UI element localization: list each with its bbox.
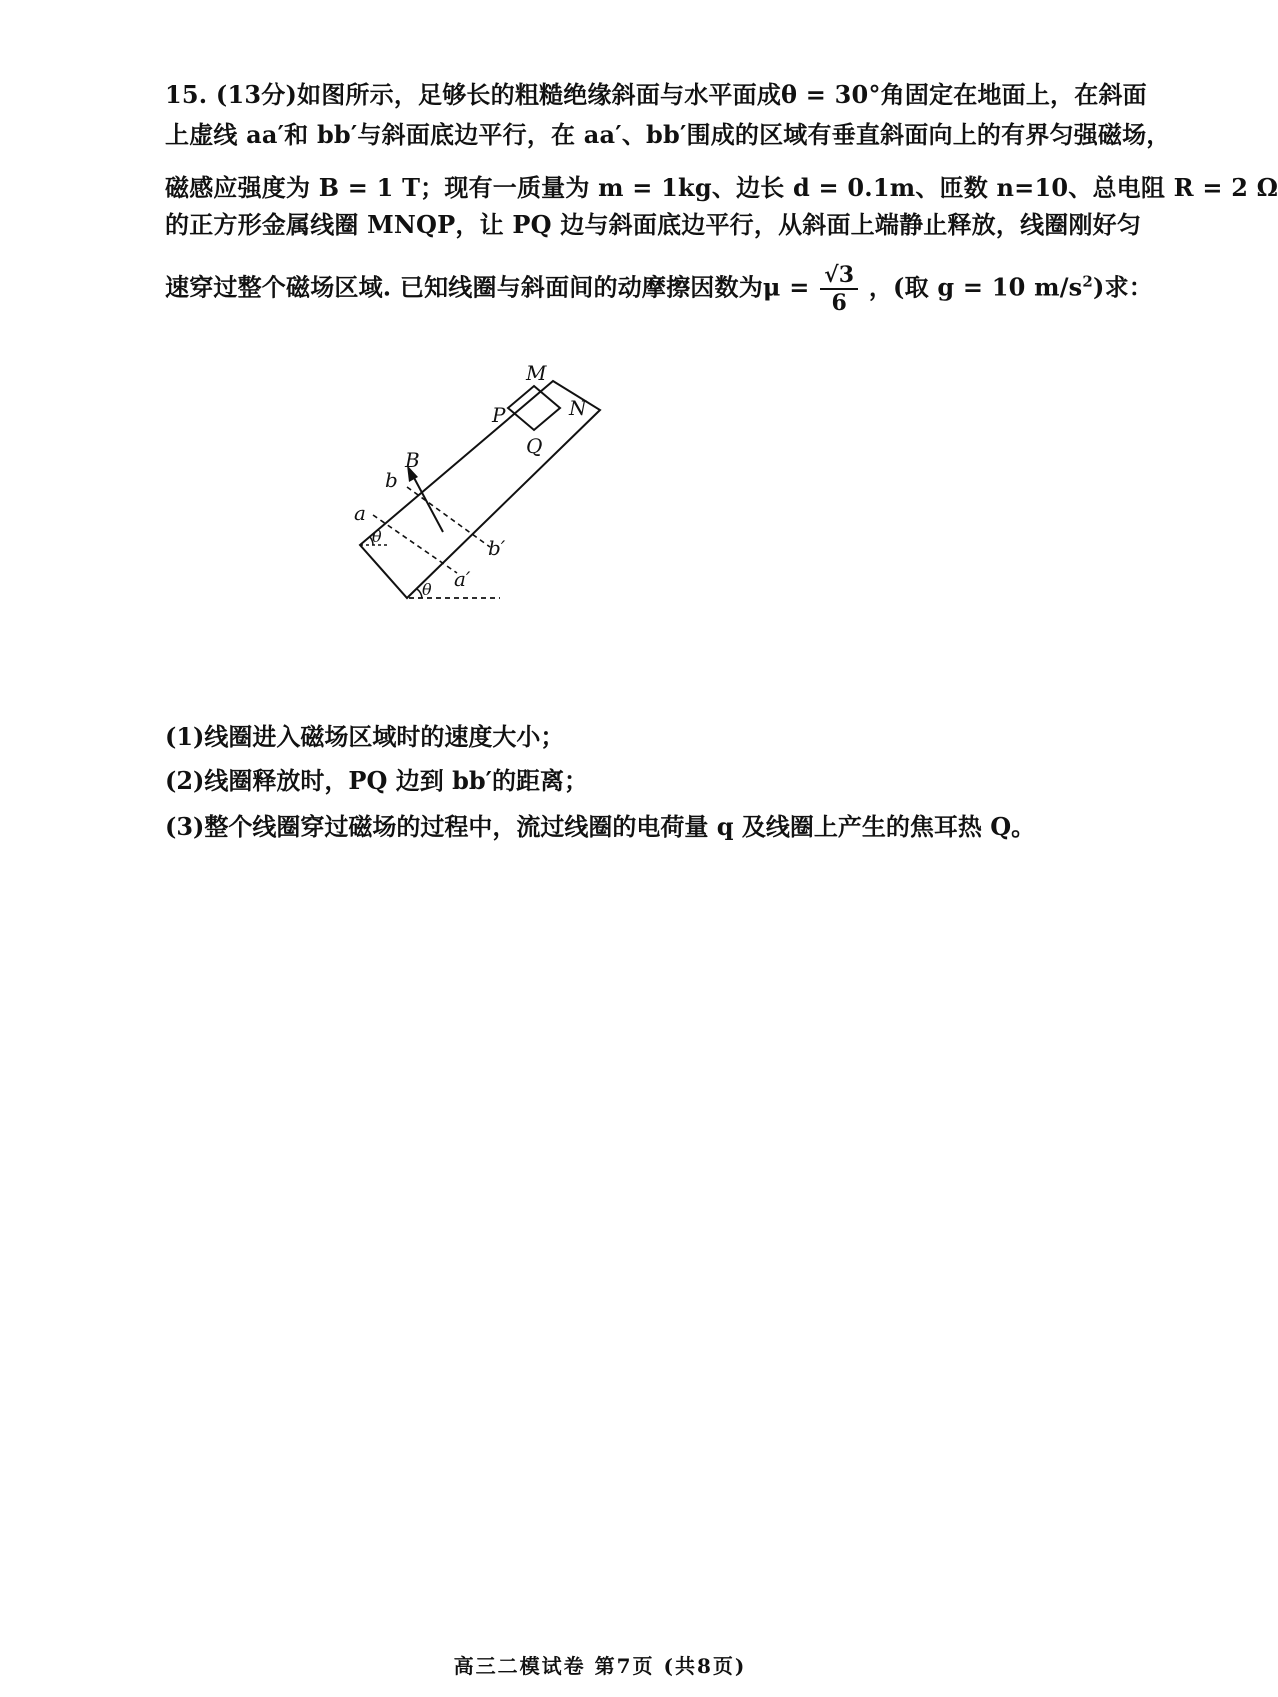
label-theta-bottom: θ bbox=[422, 580, 432, 599]
label-Q: Q bbox=[526, 434, 543, 458]
label-B: B bbox=[405, 448, 420, 472]
boundary-bb-line bbox=[407, 487, 490, 547]
coil-square bbox=[508, 386, 560, 430]
problem-line-2: 上虚线 aa′和 bb′与斜面底边平行，在 aa′、bb′围成的区域有垂直斜面向上的有界匀强磁场， bbox=[165, 120, 1171, 149]
label-M: M bbox=[526, 361, 547, 385]
label-b-right: b′ bbox=[488, 536, 506, 560]
label-P: P bbox=[492, 403, 506, 427]
question-1: (1)线圈进入磁场区域时的速度大小； bbox=[165, 722, 565, 751]
line5-pre: 速穿过整个磁场区域. 已知线圈与斜面间的动摩擦因数为μ = bbox=[165, 272, 810, 302]
label-a-left: a bbox=[354, 501, 366, 525]
mu-numerator: √3 bbox=[820, 262, 858, 290]
problem-line-1: 15. (13分)如图所示，足够长的粗糙绝缘斜面与水平面成θ = 30°角固定在地面上，在斜面 bbox=[165, 80, 1147, 109]
magnetic-field-arrow bbox=[412, 474, 443, 532]
label-N: N bbox=[569, 396, 587, 420]
label-theta-left: θ bbox=[372, 527, 382, 546]
incline-diagram bbox=[354, 361, 630, 620]
line5-post: ，(取 g = 10 m/s bbox=[868, 272, 1083, 302]
label-b-left: b bbox=[385, 468, 398, 492]
page-footer: 高三二模试卷 第7页 (共8页) bbox=[453, 1654, 747, 1678]
line5-end: )求： bbox=[1093, 272, 1153, 302]
problem-line-5 bbox=[165, 262, 1153, 316]
problem-line-3: 磁感应强度为 B = 1 T；现有一质量为 m = 1kg、边长 d = 0.1m、匝数 n=10、总电阻 R = 2 Ω bbox=[165, 173, 1278, 202]
mu-fraction bbox=[820, 262, 858, 316]
problem-line-4: 的正方形金属线圈 MNQP，让 PQ 边与斜面底边平行，从斜面上端静止释放，线圈刚好匀 bbox=[165, 210, 1142, 239]
line5-superscript: 2 bbox=[1082, 272, 1094, 291]
label-a-right: a′ bbox=[454, 567, 471, 591]
mu-denominator: 6 bbox=[831, 290, 847, 316]
question-2: (2)线圈释放时，PQ 边到 bb′的距离； bbox=[165, 766, 588, 795]
question-3: (3)整个线圈穿过磁场的过程中，流过线圈的电荷量 q 及线圈上产生的焦耳热 Q。 bbox=[165, 812, 1036, 841]
